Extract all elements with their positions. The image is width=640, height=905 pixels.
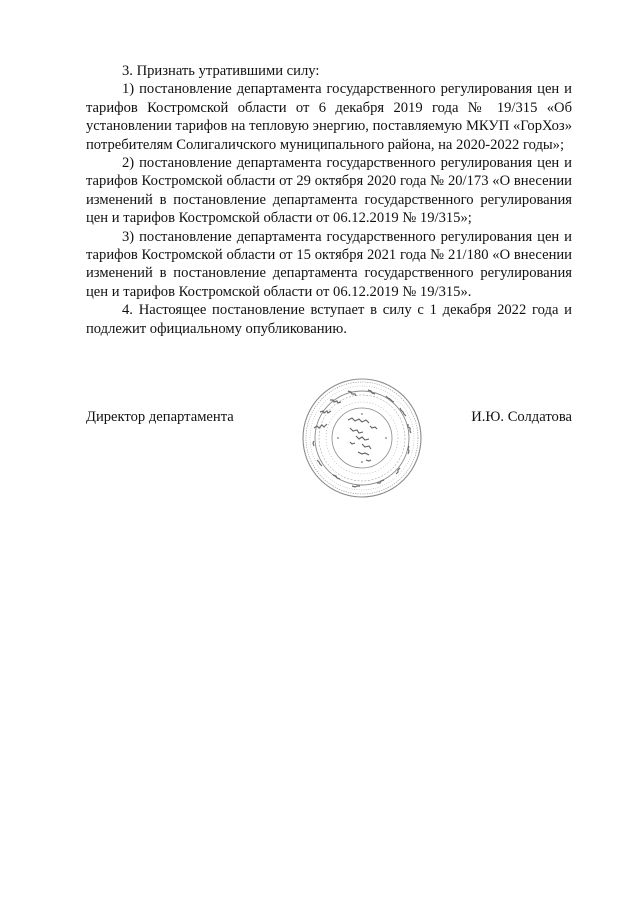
signatory-position: Директор департамента xyxy=(86,409,234,425)
paragraph-3-item-2: 2) постановление департамента государственного регулирования цен и тарифов Костромской области от 29 октября 2020 года № 20/173 «О внесении изменений в постановление департамента государственного регулирования цен и тарифов Костромской области от 06.12.2019 № 19/315»; xyxy=(86,155,572,227)
signatory-name: И.Ю. Солдатова xyxy=(471,409,572,425)
paragraph-4: 4. Настоящее постановление вступает в силу с 1 декабря 2022 года и подлежит официальному опубликованию. xyxy=(86,302,572,337)
paragraph-3-header: 3. Признать утратившими силу: xyxy=(122,63,320,79)
paragraph-3-item-3: 3) постановление департамента государственного регулирования цен и тарифов Костромской области от 15 октября 2021 года № 21/180 «О внесении изменений в постановление департамента государственного регулирования цен и тарифов Костромской области от 06.12.2019 № 19/315». xyxy=(86,228,572,300)
official-seal-stamp xyxy=(300,376,424,500)
document-body xyxy=(86,62,572,338)
paragraph-3-item-1: 1) постановление департамента государственного регулирования цен и тарифов Костромской области от 6 декабря 2019 года № 19/315 «Об установлении тарифов на тепловую энергию, поставляемую МКУП «ГорХоз» потребителям Солигаличского муниципального района, на 2020-2022 годы»; xyxy=(86,81,572,153)
